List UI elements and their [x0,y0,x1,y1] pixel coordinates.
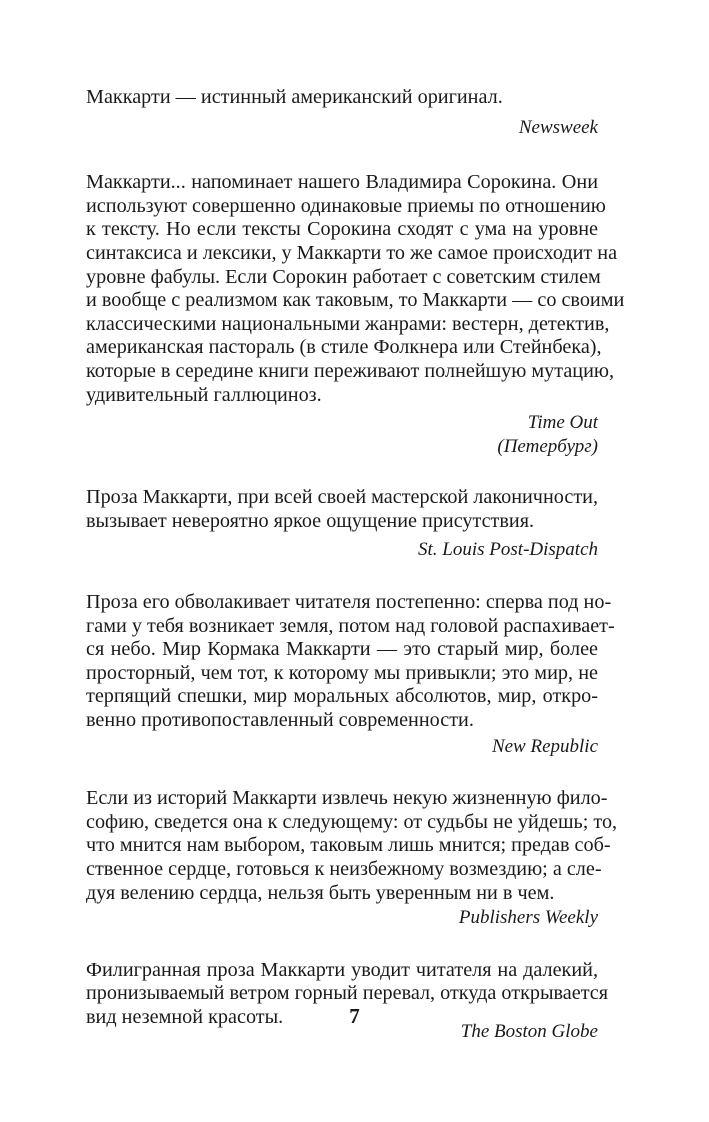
review-quotes-page [86,86,625,1043]
quote-line: которые в середине книги переживают полнейшую мутацию, [86,359,615,382]
page-number: 7 [349,1004,360,1028]
quote-line: и вообще с реализмом как таковым, то Маккарти — со своими [86,289,625,312]
quote-line: используют совершенно одинаковые приемы по отношению [86,194,606,217]
quote-line: Филигранная проза Маккарти уводит читателя на далекий, [86,958,598,981]
quote-line: Если из историй Маккарти извлечь некую жизненную фило- [86,787,608,810]
quote-line: уровне фабулы. Если Сорокин работает с советским стилем [86,265,601,288]
review-quote-st-louis [86,486,598,561]
quote-line: что мнится нам выбором, таковым лишь мнится; предав соб- [86,834,611,857]
quote-line: к тексту. Но если тексты Сорокина сходят с ума на уровне [86,218,598,241]
quote-line: классическими национальными жанрами: вестерн, детектив, [86,312,610,335]
quote-line: софию, сведется она к следующему: от судьбы не уйдешь; то, [86,810,618,833]
quote-source: New Republic [491,735,598,757]
quote-line: американская пастораль (в стиле Фолкнера или Стейнбека), [86,336,602,359]
review-quote-time-out [86,171,625,458]
quote-line: Маккарти — истинный американский оригинал. [86,86,503,108]
quote-line: дуя велению сердца, нельзя быть уверенным ни в чем. [86,881,555,904]
quote-source: Publishers Weekly [458,907,598,929]
quote-line: ственное сердце, готовься к неизбежному возмездию; а сле- [86,858,602,881]
review-quote-boston-globe [86,958,609,1043]
quote-line: удивительный галлюциноз. [86,383,322,406]
quote-line: Проза его обволакивает читателя постепенно: сперва под но- [86,591,612,614]
quote-source: Newsweek [518,116,598,138]
quote-line: пронизываемый ветром горный перевал, откуда открывается [86,982,609,1005]
quote-source: St. Louis Post-Dispatch [418,538,598,560]
quote-line: вызывает невероятно яркое ощущение присутствия. [86,509,535,532]
quote-line: терпящий спешки, мир моральных абсолютов, мир, откро- [86,685,598,708]
quote-source: (Петербург) [497,435,598,457]
review-quote-publishers-weekly [86,787,618,930]
quote-line: гами у тебя возникает земля, потом над головой распахивает- [86,614,615,637]
quote-line: венно противопоставленный современности. [86,709,474,732]
quote-source: The Boston Globe [460,1020,598,1042]
quote-line: вид неземной красоты. [86,1006,284,1028]
quote-source: Time Out [527,412,598,434]
quote-line: ся небо. Мир Кормака Маккарти — это старый мир, более [86,638,598,661]
quote-line: Проза Маккарти, при всей своей мастерской лаконичности, [86,486,598,509]
quote-line: просторный, чем тот, к которому мы привыкли; это мир, не [86,661,598,684]
review-quote-newsweek [86,86,598,139]
quote-line: синтаксиса и лексики, у Маккарти то же самое происходит на [86,241,618,264]
review-quote-new-republic [86,591,615,758]
quote-line: Маккарти... напоминает нашего Владимира Сорокина. Они [86,171,598,194]
